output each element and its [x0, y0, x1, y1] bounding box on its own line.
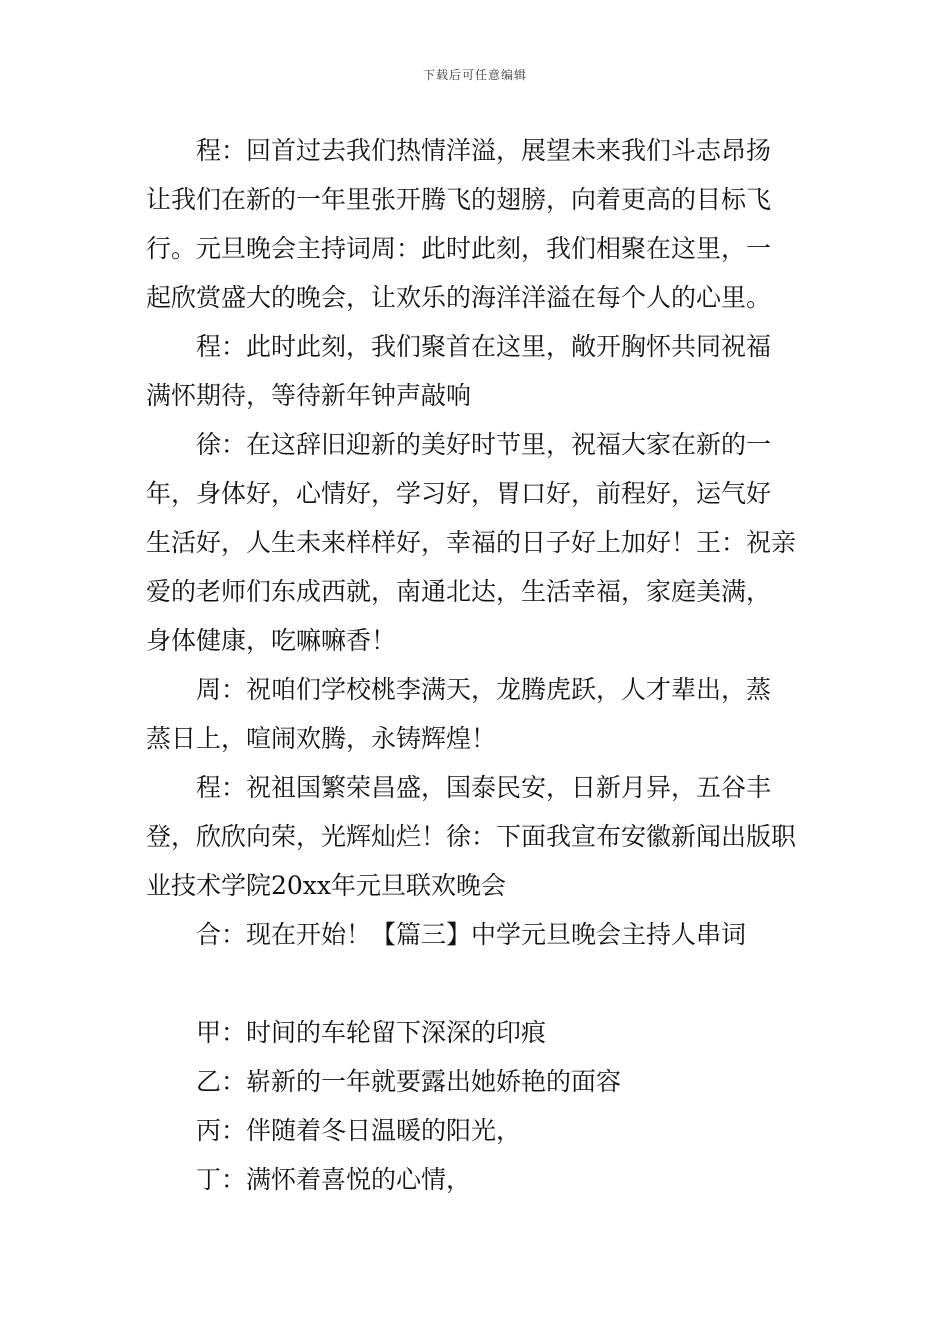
- paragraph: [146, 420, 808, 665]
- paragraph: [146, 126, 808, 322]
- text-line: 甲：时间的车轮留下深深的印痕: [196, 1018, 547, 1047]
- text-line: 丁：满怀着喜悦的心情，: [196, 1165, 472, 1194]
- document-body: [146, 126, 808, 1204]
- text-line: 丙：伴随着冬日温暖的阳光，: [196, 1116, 522, 1145]
- text-line: 年，身体好，心情好，学习好，胃口好，前程好，运气好: [146, 479, 772, 508]
- text-line: 程：祝祖国繁荣昌盛，国泰民安，日新月异，五谷丰: [196, 773, 772, 802]
- paragraph: [146, 763, 808, 910]
- text-line: 程：回首过去我们热情洋溢，展望未来我们斗志昂扬: [196, 136, 772, 165]
- paragraph: [146, 1106, 808, 1155]
- paragraph: [146, 665, 808, 763]
- paragraph: [146, 1008, 808, 1057]
- text-line: 爱的老师们东成西就，南通北达，生活幸福，家庭美满，: [146, 577, 772, 606]
- text-line: 生活好，人生未来样样好，幸福的日子好上加好！王：祝亲: [146, 528, 797, 557]
- paragraph: [146, 1057, 808, 1106]
- text-line: 蒸日上，喧闹欢腾，永铸辉煌！: [146, 724, 497, 753]
- text-line: 身体健康，吃嘛嘛香！: [146, 626, 397, 655]
- text-line: 合：现在开始！【篇三】中学元旦晚会主持人串词: [196, 920, 747, 949]
- text-line: 徐：在这辞旧迎新的美好时节里，祝福大家在新的一: [196, 430, 772, 459]
- paragraph: [146, 910, 808, 959]
- text-line: 乙：崭新的一年就要露出她娇艳的面容: [196, 1067, 622, 1096]
- text-line: 满怀期待，等待新年钟声敲响: [146, 381, 472, 410]
- header-note: 下载后可任意编辑: [422, 68, 527, 82]
- paragraph: [146, 322, 808, 420]
- blank-line: [146, 959, 808, 1008]
- text-line: 让我们在新的一年里张开腾飞的翅膀，向着更高的目标飞: [146, 185, 772, 214]
- text-line: 行。元旦晚会主持词周：此时此刻，我们相聚在这里，一: [146, 234, 772, 263]
- text-line: 周：祝咱们学校桃李满天，龙腾虎跃，人才辈出，蒸: [196, 675, 772, 704]
- text-line: 业技术学院20xx年元旦联欢晚会: [146, 871, 507, 900]
- text-line: 程：此时此刻，我们聚首在这里，敞开胸怀共同祝福: [196, 332, 772, 361]
- text-line: 起欣赏盛大的晚会，让欢乐的海洋洋溢在每个人的心里。: [146, 283, 772, 312]
- text-line: 登，欣欣向荣，光辉灿烂！徐：下面我宣布安徽新闻出版职: [146, 822, 797, 851]
- paragraph: [146, 1155, 808, 1204]
